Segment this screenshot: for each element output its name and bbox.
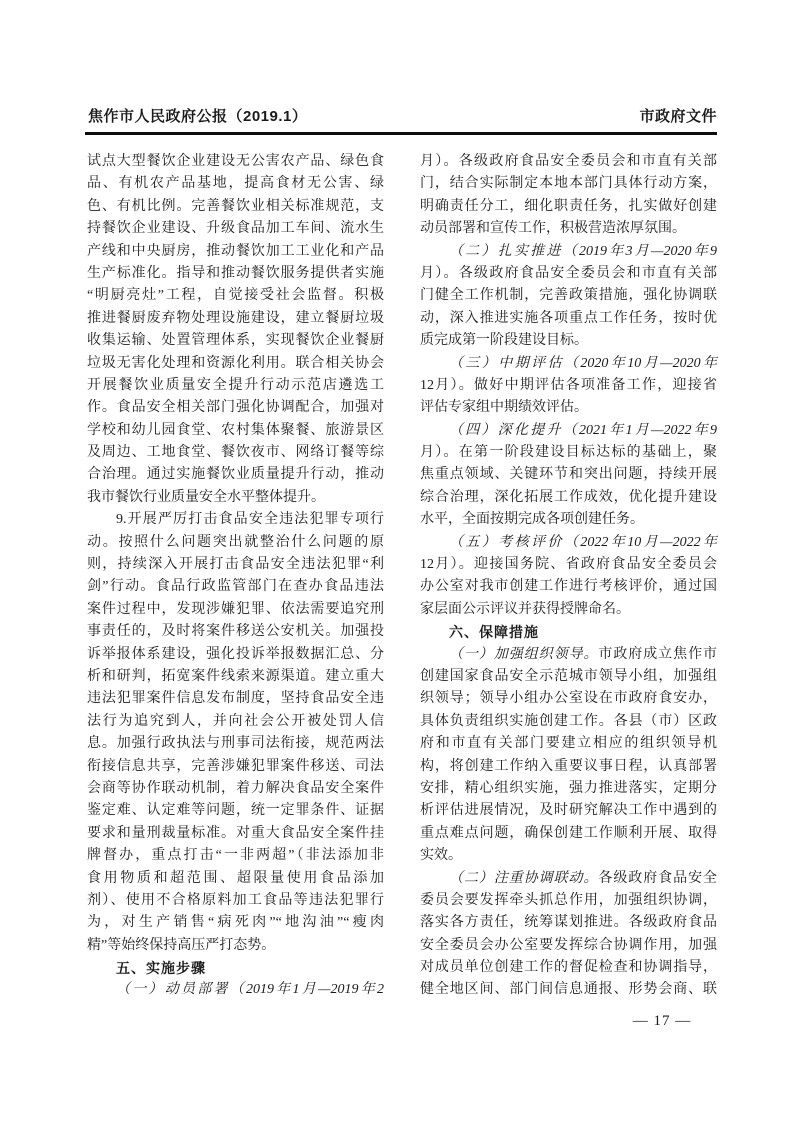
header-right-title: 市政府文件 xyxy=(639,108,717,125)
text-line: 则，持续深入开展打击食品安全违法犯罪“利 xyxy=(87,557,384,573)
text-line: 落实各方责任，统筹谋划推进。各级政府食品 xyxy=(420,915,717,931)
text-segment: （二）注重协调联动。 xyxy=(449,870,599,886)
text-line: 法行为追究到人，并向社会公开被处罚人信 xyxy=(87,713,384,729)
text-line: 9.开展严厉打击食品安全违法犯罪专项行 xyxy=(116,512,384,528)
text-line: “明厨亮灶”工程，自觉接受社会监督。积极 xyxy=(87,288,384,304)
text-segment: 各级政府食品安全 xyxy=(598,870,718,886)
text-line: 月）。在第一阶段建设目标达标的基础上，聚 xyxy=(420,445,717,461)
text-line: （三）中期评估（2020年10月—2020年 xyxy=(449,355,717,371)
text-line: 为，对生产销售“病死肉”“地沟油”“瘦肉 xyxy=(87,915,384,931)
text-line: 学校和幼儿园食堂、农村集体聚餐、旅游景区 xyxy=(87,422,384,438)
text-line: 我市餐饮行业质量安全水平整体提升。 xyxy=(87,489,325,505)
text-line: 及周边、工地食堂、餐饮夜市、网络订餐等综 xyxy=(87,445,384,461)
text-line xyxy=(420,868,717,890)
text-line: 对成员单位创建工作的督促检查和协调指导， xyxy=(420,960,717,976)
text-line: 动。按照什么问题突出就整治什么问题的原 xyxy=(87,534,384,550)
text-line: 五、实施步骤 xyxy=(116,960,206,977)
text-line: 息。加强行政执法与刑事司法衔接，规范两法 xyxy=(87,736,384,752)
text-line: 牌督办，重点打击“一非两超”（非法添加非 xyxy=(87,848,384,864)
text-line: 食用物质和超范围、超限量使用食品添加 xyxy=(87,870,384,886)
text-line: 府和市直有关部门要建立相应的组织领导机 xyxy=(420,736,717,752)
header-left-title: 焦作市人民政府公报（2019.1） xyxy=(88,108,308,125)
left-column xyxy=(87,151,384,1002)
text-line: 精”等始终保持高压严打态势。 xyxy=(87,937,276,953)
text-line: 办公室对我市创建工作进行考核评价，通过国 xyxy=(420,579,717,595)
text-line: 合治理。通过实施餐饮业质量提升行动，推动 xyxy=(87,467,384,483)
text-line: 动员部署和宣传工作，积极营造浓厚氛围。 xyxy=(420,221,686,237)
text-line: 健全地区间、部门间信息通报、形势会商、联 xyxy=(420,982,717,998)
text-line: 委员会要发挥牵头抓总作用，加强组织协调， xyxy=(420,892,717,908)
text-line: 推进餐厨废弃物处理设施建设，建立餐厨垃圾 xyxy=(87,310,384,326)
header-rule xyxy=(85,132,717,135)
text-line: 六、保障措施 xyxy=(449,624,539,641)
text-line: 具体负责组织实施创建工作。各县（市）区政 xyxy=(420,713,717,729)
text-line: 持餐饮企业建设、升级食品加工车间、流水生 xyxy=(87,221,384,237)
text-line: 门健全工作机制，完善政策措施，强化协调联 xyxy=(420,288,717,304)
text-line: 剑”行动。食品行政监管部门在查办食品违法 xyxy=(87,579,384,595)
text-line: 12月）。做好中期评估各项准备工作，迎接省 xyxy=(420,377,717,393)
text-line: （五）考核评价（2022年10月—2022年 xyxy=(449,534,717,550)
text-line: 评估专家组中期绩效评估。 xyxy=(420,400,588,416)
text-line: 产线和中央厨房，推动餐饮加工工业化和产品 xyxy=(87,243,384,259)
text-line: 门，结合实际制定本地本部门具体行动方案， xyxy=(420,176,717,192)
text-line: 质完成第一阶段建设目标。 xyxy=(420,333,588,349)
text-line: （二）扎实推进（2019年3月—2020年9 xyxy=(449,243,717,259)
text-line: 案件过程中，发现涉嫌犯罪、依法需要追究刑 xyxy=(87,601,384,617)
text-line: 开展餐饮业质量安全提升行动示范店遴选工 xyxy=(87,377,384,393)
text-line: 收集运输、处置管理体系，实现餐饮企业餐厨 xyxy=(87,333,384,349)
text-line: 安排，精心组织实施，强力推进落实，定期分 xyxy=(420,780,717,796)
text-line: 析和研判，拓宽案件线索来源渠道。建立重大 xyxy=(87,668,384,684)
text-line: 衔接信息共享，完善涉嫌犯罪案件移送、司法 xyxy=(87,758,384,774)
text-segment: （一）加强组织领导。 xyxy=(449,646,599,662)
text-line: 重点难点问题，确保创建工作顺利开展、取得 xyxy=(420,825,717,841)
text-line: 月）。各级政府食品安全委员会和市直有关部 xyxy=(420,265,717,281)
text-line xyxy=(420,644,717,666)
text-line: 12月）。迎接国务院、省政府食品安全委员会 xyxy=(420,557,717,573)
text-line: 生产标准化。指导和推动餐饮服务提供者实施 xyxy=(87,265,384,281)
text-line: 水平，全面按期完成各项创建任务。 xyxy=(420,512,644,528)
right-column xyxy=(420,151,717,1002)
text-line: 实效。 xyxy=(420,848,462,864)
text-line: 明确责任分工，细化职责任务，扎实做好创建 xyxy=(420,198,717,214)
text-line: 违法犯罪案件信息发布制度，坚持食品安全违 xyxy=(87,691,384,707)
text-line: 试点大型餐饮企业建设无公害农产品、绿色食 xyxy=(87,154,384,169)
text-line: 析评估进展情况，及时研究解决工作中遇到的 xyxy=(420,803,717,819)
text-line: （四）深化提升（2021年1月—2022年9 xyxy=(449,422,717,438)
text-line: 诉举报体系建设，强化投诉举报数据汇总、分 xyxy=(87,646,384,662)
text-line: 品、有机农产品基地，提高食材无公害、绿 xyxy=(87,176,384,192)
text-line: 综合治理，深化拓展工作成效，优化提升建设 xyxy=(420,489,717,505)
text-line: 事责任的，及时将案件移送公安机关。加强投 xyxy=(87,624,384,640)
text-line: 安全委员会办公室要发挥综合协调作用，加强 xyxy=(420,937,717,953)
text-line: 创建国家食品安全示范城市领导小组，加强组 xyxy=(420,668,717,684)
text-line: 鉴定难、认定难等问题，统一定罪条件、证据 xyxy=(87,803,384,819)
text-line: 会商等协作联动机制，着力解决食品安全案件 xyxy=(87,780,384,796)
text-line: 色、有机比例。完善餐饮业相关标准规范，支 xyxy=(87,198,384,214)
text-line: 动，深入推进实施各项重点工作任务，按时优 xyxy=(420,310,717,326)
page-number: — 17 — xyxy=(632,1013,692,1029)
text-line: 家层面公示评议并获得授牌命名。 xyxy=(420,601,630,617)
text-line: 构，将创建工作纳入重要议事日程，认真部署 xyxy=(420,758,717,774)
text-line: 要求和量刑裁量标准。对重大食品安全案件挂 xyxy=(87,825,384,841)
text-line: 织领导；领导小组办公室设在市政府食安办， xyxy=(420,691,717,707)
text-line: 月）。各级政府食品安全委员会和市直有关部 xyxy=(420,154,717,169)
text-line: （一）动员部署（2019年1月—2019年2 xyxy=(116,982,384,998)
text-line: 焦重点领域、关键环节和突出问题，持续开展 xyxy=(420,467,717,483)
text-line: 作。食品安全相关部门强化协调配合，加强对 xyxy=(87,400,384,416)
text-segment: 市政府成立焦作市 xyxy=(598,646,718,662)
text-line: 垃圾无害化处理和资源化利用。联合相关协会 xyxy=(87,355,384,371)
text-line: 剂）、使用不合格原料加工食品等违法犯罪行 xyxy=(87,892,384,908)
